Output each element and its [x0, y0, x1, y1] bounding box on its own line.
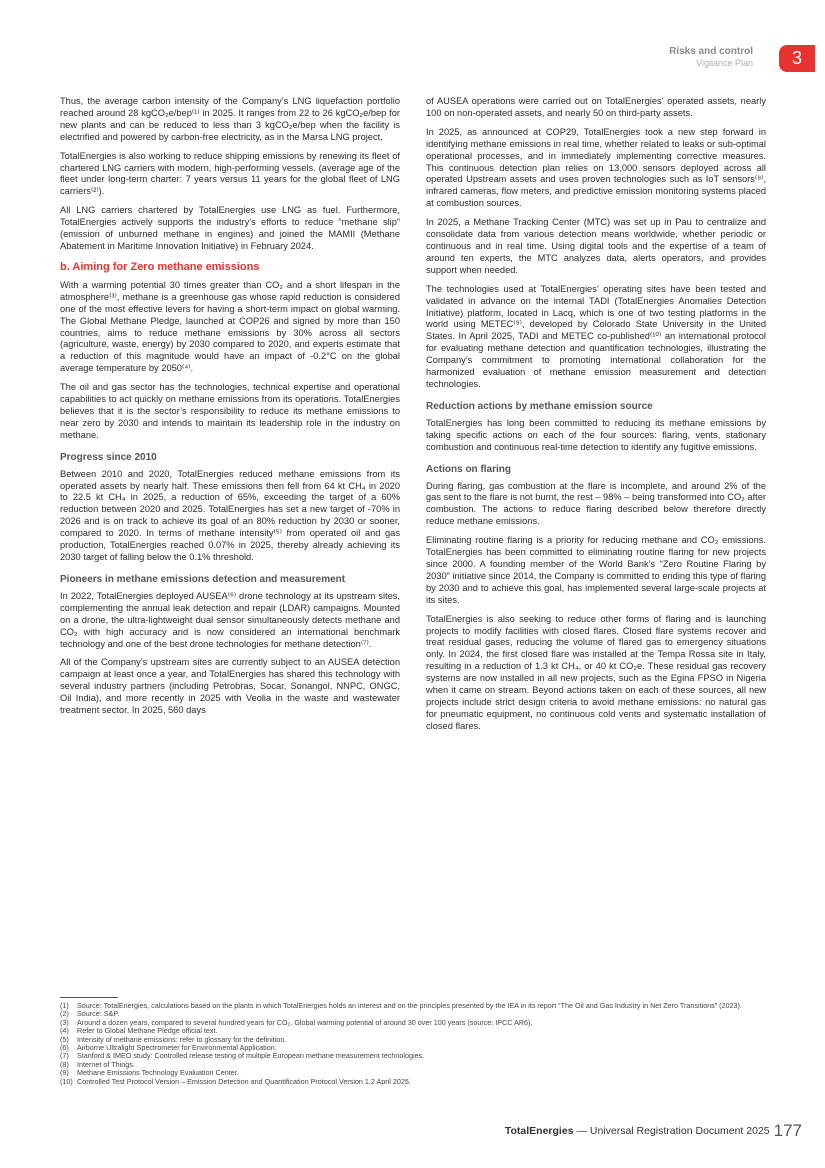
paragraph: TotalEnergies is also seeking to reduce other forms of flaring and is launching projects to modify facilities with closed flares. Closed flare systems recover and treat residual gases, reducing the volume of flared gas to emergency situations only. In 2024, the first closed flare was installed at the Tempa Rossa site in Italy, resulting in a reduction of 1.3 kt CH₄, or 40 kt CO₂e. These residual gas recovery systems are now installed in all new projects, such as the Egina FPSO in Nigeria when it came on stream. Beyond actions taken on each of these sources, all new projects include strict design criteria to avoid methane emissions: no natural gas for pneumatic equipment, no continuous cold vents and systematic installation of closed flares. — [426, 613, 766, 731]
footnote-number: (10) — [60, 1076, 73, 1086]
section-heading-zero-methane: b. Aiming for Zero methane emissions — [60, 260, 260, 273]
paragraph: The oil and gas sector has the technologies, technical expertise and operational capabilities to act quickly on methane emissions from its operations. TotalEnergies believes that it is the sector’s responsibility to reduce its methane emissions to near zero by 2030 and intends to maintain its leadership role in the industry on methane. — [60, 382, 400, 440]
footnote-text: Source: TotalEnergies, calculations based on the plants in which TotalEnergies holds an interest and on the principles presented by the IEA in its report “The Oil and Gas Industry in Net Zero Transitions” (2023). — [77, 1001, 742, 1010]
paragraph: All of the Company’s upstream sites are currently subject to an AUSEA detection campaign at least once a year, and TotalEnergies has shared this technology with several industry partners (including Petrobras, Socar, Sonangol, NNPC, ONGC, Oil India), and more recently in 2025 with Veolia in the waste and wastewater treatment sector. In 2025, 560 days — [60, 657, 400, 716]
paragraph: All LNG carriers chartered by TotalEnergies use LNG as fuel. Furthermore, TotalEnergies actively supports the industry’s efforts to reduce “methane slip” (emission of unburned methane in engines) and joined the MAMII (Methane Abatement in Maritime Innovation Initiative) in February 2024. — [60, 205, 400, 251]
footnotes — [60, 997, 770, 1086]
paragraph: In 2022, TotalEnergies deployed AUSEA⁽⁶⁾ drone technology at its upstream sites, complementing the annual leak detection and repair (LDAR) campaigns. Mounted on a drone, the ultra-lightweight dual sensor simultaneously detects methane and CO₂ with high accuracy and is now considered an international benchmark technology and one of the best drone technologies for methane detection⁽⁷⁾. — [60, 590, 400, 649]
subheading-pioneers: Pioneers in methane emissions detection and measurement — [60, 573, 346, 585]
subheading-progress: Progress since 2010 — [60, 451, 157, 463]
footnote — [60, 1052, 770, 1060]
footnote-number: (5) — [60, 1034, 69, 1044]
header-section-title: Risks and control — [669, 46, 753, 57]
paragraph: Between 2010 and 2020, TotalEnergies reduced methane emissions from its operated assets by nearly half. These emissions then fell from 64 kt CH₄ in 2020 to 22.5 kt CH₄ in 2025, a reduction of 65%, exceeding the target of a 60% reduction between 2020 and 2025. TotalEnergies has set a new target of -70% in 2026 and is on track to achieve its goal of an 80% reduction by 2030 or sooner, compared to 2020. In terms of methane intensity⁽⁵⁾ from operated oil and gas production, TotalEnergies reached 0.07% in 2025, thereby already achieving its 2030 target of falling below the 0.1% threshold. — [60, 468, 400, 562]
footnote-text: Stanford & IMEO study: Controlled release testing of multiple European methane measurement technologies. — [77, 1051, 425, 1061]
footnote-number: (4) — [60, 1026, 69, 1036]
paragraph: Thus, the average carbon intensity of the Company’s LNG liquefaction portfolio reached around 28 kgCO₂e/bep⁽¹⁾ in 2025. It ranges from 22 to 26 kgCO₂e/bep for new plants and can be reduced to less than 3 kgCO₂e/bep when the facility is electrified and powered by carbon-free electricity, as in the Marsa LNG project. — [60, 96, 400, 142]
footnote-number: (3) — [60, 1017, 69, 1027]
header-subsection-title: Vigilance Plan — [696, 58, 753, 68]
paragraph: During flaring, gas combustion at the flare is incomplete, and around 2% of the gas sent to the flare is not burnt, the rest – 98% – being transformed into CO₂ after combustion. The actions to reduce flaring described below therefore directly reduce methane emissions. — [426, 480, 766, 527]
paragraph: of AUSEA operations were carried out on TotalEnergies’ operated assets, nearly 100 on non-operated assets, and nearly 50 on third-party assets. — [426, 96, 766, 118]
footnote-number: (8) — [60, 1059, 69, 1069]
footnote-number: (6) — [60, 1043, 69, 1053]
footnote — [60, 1078, 770, 1086]
footnote-text: Intensity of methane emissions: refer to glossary for the definition. — [77, 1034, 287, 1044]
footnote-divider — [60, 997, 118, 998]
subheading-reduction-actions: Reduction actions by methane emission source — [426, 400, 653, 412]
footnote-text: Airborne Ultralight Spectrometer for Environmental Application. — [77, 1043, 277, 1053]
footnote-text: Internet of Things. — [77, 1059, 135, 1069]
footnote-number: (2) — [60, 1009, 69, 1019]
paragraph: In 2025, a Methane Tracking Center (MTC) was set up in Pau to centralize and consolidate data from various detection means worldwide, whether periodic or continuous and in real time. Using digital tools and the expertise of a team of around ten experts, the MTC analyzes data, alerts operators, and provides support when needed. — [426, 217, 766, 275]
page-number: 177 — [773, 1121, 802, 1140]
footnote-number: (1) — [60, 1001, 69, 1010]
paragraph: With a warming potential 30 times greater than CO₂ and a short lifespan in the atmosphere⁽³⁾, methane is a greenhouse gas whose rapid reduction is considered one of the most effective levers for having a short-term impact on global warming. The Global Methane Pledge, launched at COP26 and signed by more than 150 countries, aims to reduce methane emissions by 30% across all sectors (agriculture, waste, energy) by 2030 compared to 2020, and experts estimate that a reduction of this magnitude would have an impact of -0.2°C on the global average temperature by 2050⁽⁴⁾. — [60, 279, 400, 374]
page-footer — [505, 1121, 802, 1141]
footnote-number: (7) — [60, 1051, 69, 1061]
paragraph: Eliminating routine flaring is a priority for reducing methane and CO₂ emissions. TotalEnergies has been committed to eliminating routine flaring for new projects since 2000. A founding member of the World Bank’s “Zero Routine Flaring by 2030” initiative since 2014, the Company is committed to ending this type of flaring by 2030 and to achieve this goal, has implemented several large-scale projects at its sites. — [426, 535, 766, 605]
left-column — [60, 96, 400, 724]
running-header — [669, 46, 753, 69]
footnote — [60, 1002, 770, 1010]
right-column — [426, 96, 766, 740]
footnote-text: Refer to Global Methane Pledge official text. — [77, 1026, 218, 1036]
paragraph: TotalEnergies is also working to reduce shipping emissions by renewing its fleet of chartered LNG carriers with modern, high-performing vessels. (average age of the fleet under long-term charter: 7 years versus 11 years for the global fleet of LNG carriers⁽²⁾). — [60, 150, 400, 197]
footnote-text: Around a dozen years, compared to several hundred years for CO₂. Global warming potential of around 30 over 100 years (source: IPCC AR6). — [77, 1017, 533, 1027]
paragraph: In 2025, as announced at COP29, TotalEnergies took a new step forward in identifying methane emissions in real time, whether related to leaks or sub-optimal operational processes, and in immediately implementing corrective measures. This continuous detection plan relies on 13,000 sensors deployed across all operated Upstream assets and uses proven technologies such as IoT sensors⁽⁸⁾, infrared cameras, flow meters, and predictive emission monitoring systems placed at combustion sources. — [426, 126, 766, 209]
paragraph: TotalEnergies has long been committed to reducing its methane emissions by taking specific actions on each of the four sources: flaring, vents, stationary combustion and continuous real-time detection to identify any fugitive emissions. — [426, 417, 766, 452]
footnote-text: Controlled Test Protocol Version – Emission Detection and Quantification Protocol Version 1.2 April 2025. — [77, 1076, 411, 1086]
footnote-text: Source: S&P. — [77, 1009, 120, 1019]
footer-brand: TotalEnergies — [504, 1125, 574, 1137]
subheading-flaring: Actions on flaring — [426, 463, 511, 475]
paragraph: The technologies used at TotalEnergies’ operating sites have been tested and validated in advance on the internal TADI (TotalEnergies Anomalies Detection Initiative) platform, located in Lacq, which is one of two testing platforms in the world using METEC⁽⁹⁾, developed by Colorado State University in the United States. In April 2025, TADI and METEC co-published⁽¹⁰⁾ an international protocol for evaluating methane detection and quantification technologies, illustrating the Company’s commitment to promoting international collaboration for the harmonized evaluation of methane emission measurement and detection technologies. — [426, 283, 766, 389]
footer-document-title: — Universal Registration Document 2025 — [573, 1125, 770, 1137]
chapter-number-tab: 3 — [779, 45, 815, 72]
footnote-number: (9) — [60, 1068, 69, 1078]
footnote-text: Methane Emissions Technology Evaluation Center. — [77, 1068, 239, 1078]
